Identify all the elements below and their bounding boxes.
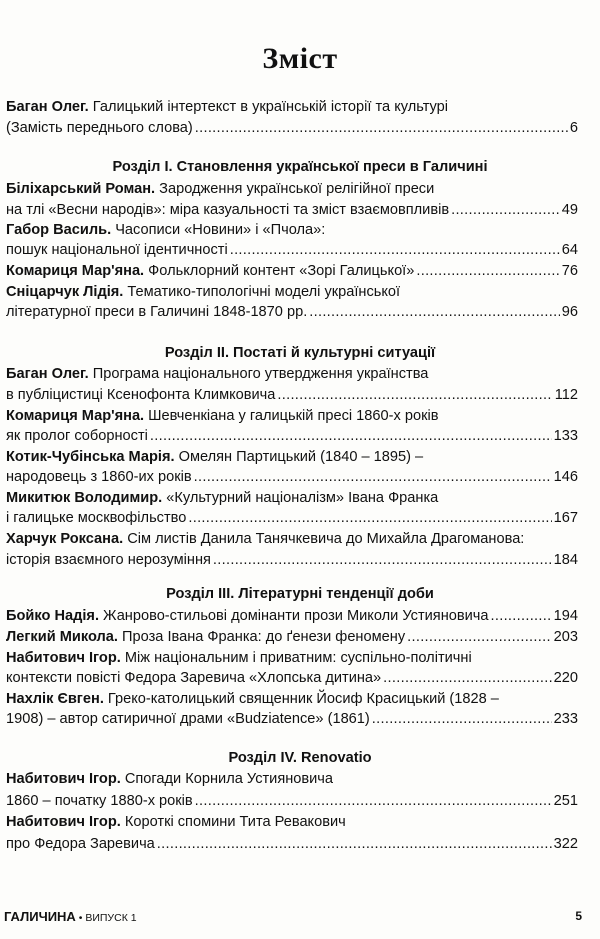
section-heading: Розділ І. Становлення української преси в Галичині [112, 159, 488, 175]
page-title: Зміст [262, 42, 338, 75]
entry-title: в публіцистиці Ксенофонта Климковича [6, 387, 276, 403]
entry-title: Спогади Корнила Устияновича [120, 771, 334, 787]
entry-page: 76 [561, 263, 578, 279]
entry-title: Часописи «Новини» і «Пчола»: [111, 222, 326, 238]
entry-author: Котик-Чубінська Марія. [6, 449, 175, 465]
entry-title: Проза Івана Франка: до ґенези феномену [117, 629, 406, 645]
toc-entry [6, 709, 578, 729]
entry-author: Комариця Мар'яна. [6, 263, 145, 279]
toc-entry [6, 179, 578, 199]
entry-title: Зародження української релігійної преси [155, 181, 435, 197]
entry-author: Легкий Микола. [6, 629, 118, 645]
entry-author: Бойко Надія. [6, 608, 99, 624]
toc-entry [6, 118, 578, 138]
entry-author: Габор Василь. [6, 222, 112, 238]
issue-label: • ВИПУСК 1 [75, 912, 137, 924]
toc-entry [6, 220, 578, 240]
toc-entry [6, 426, 578, 446]
entry-title: 1908) – автор сатиричної драми «Budziatence» (1861) [6, 711, 370, 727]
entry-title: Фольклорний контент «Зорі Галицької» [144, 263, 415, 279]
entry-author: Комариця Мар'яна. [6, 408, 145, 424]
entry-page: 133 [553, 428, 578, 444]
toc-entry [6, 648, 578, 668]
toc-entry [6, 812, 578, 832]
toc-entry [6, 302, 578, 322]
toc-entry [6, 364, 578, 384]
entry-author: Сніцарчук Лідія. [6, 284, 124, 300]
page-number: 5 [575, 909, 582, 923]
toc-entry [6, 385, 578, 405]
entry-page: 220 [553, 670, 578, 686]
entry-page: 194 [553, 608, 578, 624]
entry-author: Набитович Ігор. [6, 650, 121, 666]
entry-page: 167 [553, 510, 578, 526]
entry-title: Омелян Партицький (1840 – 1895) – [174, 449, 424, 465]
toc-entry [6, 200, 578, 220]
entry-page: 112 [554, 387, 578, 403]
toc-entry [6, 97, 578, 117]
toc-entry [6, 834, 578, 854]
entry-page: 233 [553, 711, 578, 727]
toc-entry [6, 467, 578, 487]
toc-entry [6, 406, 578, 426]
toc-entry [6, 769, 578, 789]
entry-title: контексти повісті Федора Заревича «Хлопська дитина» [6, 670, 382, 686]
entry-author: Баган Олег. [6, 99, 89, 115]
running-footer [4, 909, 137, 924]
section-heading: Розділ ІІ. Постаті й культурні ситуації [164, 345, 436, 361]
entry-author: Біліхарський Роман. [6, 181, 156, 197]
toc-entry [6, 668, 578, 688]
entry-author: Набитович Ігор. [6, 814, 121, 830]
entry-title: «Культурний націоналізм» Івана Франка [162, 490, 439, 506]
entry-title: Сім листів Данила Танячкевича до Михайла Драгоманова: [123, 531, 525, 547]
entry-page: 49 [561, 202, 578, 218]
toc-entry [6, 791, 578, 811]
entry-author: Набитович Ігор. [6, 771, 121, 787]
entry-title: Короткі спомини Тита Ревакович [120, 814, 346, 830]
toc-entry [6, 529, 578, 549]
entry-title: Греко-католицький священник Йосиф Красицький (1828 – [103, 691, 499, 707]
entry-page: 64 [561, 242, 578, 258]
toc-entry [6, 488, 578, 508]
entry-title: Тематико-типологічні моделі української [123, 284, 401, 300]
toc-entry [6, 606, 578, 626]
entry-title: Жанрово-стильові домінанти прози Миколи Устияновича [99, 608, 489, 624]
entry-title: про Федора Заревича [6, 836, 155, 852]
entry-author: Харчук Роксана. [6, 531, 124, 547]
entry-title: (Замість переднього слова) [6, 120, 193, 136]
entry-title: на тлі «Весни народів»: міра казуальності та зміст взаємовпливів [6, 202, 450, 218]
entry-page: 6 [569, 120, 578, 136]
entry-author: Микитюк Володимир. [6, 490, 163, 506]
toc-entry [6, 508, 578, 528]
toc-entry [6, 447, 578, 467]
toc-entry [6, 261, 578, 281]
toc-entry [6, 550, 578, 570]
entry-page: 184 [553, 552, 578, 568]
entry-title: Галицький інтертекст в українській історії та культурі [88, 99, 449, 115]
section-heading: Розділ ІІІ. Літературні тенденції доби [166, 586, 434, 602]
entry-title: пошук національної ідентичності [6, 242, 228, 258]
entry-title: історія взаємного нерозуміння [6, 552, 211, 568]
entry-title: Шевченкіана у галицькій пресі 1860-х років [144, 408, 439, 424]
entry-page: 322 [553, 836, 578, 852]
entry-page: 203 [553, 629, 578, 645]
entry-title: як пролог соборності [6, 428, 148, 444]
toc-entry [6, 282, 578, 302]
toc-entry [6, 627, 578, 647]
entry-author: Нахлік Євген. [6, 691, 104, 707]
journal-name: ГАЛИЧИНА [4, 909, 76, 924]
entry-page: 251 [553, 793, 578, 809]
entry-title: Між національним і приватним: суспільно-політичні [120, 650, 472, 666]
section-heading: Розділ IV. Renovatio [228, 750, 372, 766]
entry-page: 96 [561, 304, 578, 320]
entry-title: Програма національного утвердження українства [88, 366, 429, 382]
entry-title: 1860 – початку 1880-х років [6, 793, 193, 809]
toc-entry [6, 240, 578, 260]
entry-title: і галицьке москвофільство [6, 510, 187, 526]
entry-title: літературної преси в Галичині 1848-1870 рр. [6, 304, 308, 320]
entry-title: народовець з 1860-их років [6, 469, 192, 485]
entry-page: 146 [553, 469, 578, 485]
toc-entry [6, 689, 578, 709]
entry-author: Баган Олег. [6, 366, 89, 382]
